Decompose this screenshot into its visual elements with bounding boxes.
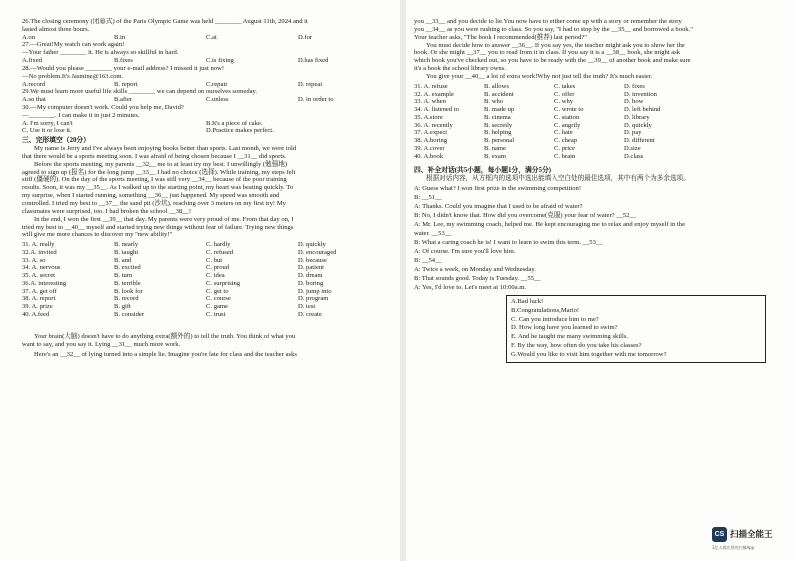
passage-line: You must decide how to answer __36__. If you say yes, the teacher might ask you to show her the — [426, 41, 685, 49]
option: C. takes — [554, 82, 576, 90]
q29-option: D. in order to — [298, 96, 334, 104]
q27-option: D.has fixed — [298, 57, 329, 65]
q26-line-2: lasted almost three hours. — [22, 25, 90, 33]
passage-line: Your teacher asks, "The book I recommended(推荐) last period?" — [414, 33, 587, 41]
option: D. encouraged — [298, 248, 337, 256]
option: C. why — [554, 98, 574, 106]
q27-line-2: —Your father ________ it. He is always so skillful in hard. — [22, 49, 179, 57]
option: D. patient — [298, 264, 325, 272]
cloze-option-row — [22, 303, 392, 311]
option: D. different — [624, 137, 655, 144]
option: 36. A. recently — [414, 121, 453, 129]
passage-line: agreed to sign up (报名) for the long jump __33__ I had no choice (选择). While training, my steps felt — [22, 168, 296, 176]
q29-option: B.after — [114, 96, 133, 104]
option: 34. A. nervous — [22, 264, 61, 272]
cloze-option-row — [22, 264, 392, 272]
dialogue-line: B: That sounds good. Today is Tuesday. __55__ — [414, 275, 541, 283]
q27-option: C.is fixing — [206, 57, 234, 65]
q27-line-1: 27.—Great!My watch can work again! — [22, 41, 125, 49]
final-paragraph-line: Your brain(大脑) doesn't have to do anything extra(额外的) to tell the truth. You think of what you — [34, 332, 296, 340]
q26-options — [22, 34, 392, 42]
option: 33. A. when — [414, 98, 446, 106]
q27-option: B.fixes — [114, 57, 133, 65]
q30-options-row-1 — [22, 120, 392, 128]
option: C. surprising — [206, 279, 241, 287]
option: 39. A.cover — [414, 144, 445, 152]
option: B. record — [114, 295, 139, 303]
option-row — [414, 153, 778, 161]
passage-line: book. Or she might __37__ you to read from it in class. If you say it is a __38__ book, she might ask — [414, 49, 681, 57]
option-row — [414, 106, 778, 114]
passage-line: you __33__ and you decide to lie.You now have to either come up with a story or remember the story — [414, 18, 682, 25]
passage-line: You give your __40__ a lot of extra work!Why not just tell the truth? It's much easier. — [426, 72, 653, 80]
option: D. invention — [624, 90, 657, 98]
option: D. library — [624, 113, 650, 121]
cloze-option-row — [22, 311, 392, 319]
q29-option: C.unless — [206, 96, 229, 104]
option-row — [414, 129, 778, 137]
passage-line: tried my best to __40__ myself and started trying new things without fear of failure. Trying new things — [22, 223, 294, 231]
option: D. quickly — [298, 241, 326, 249]
option: D. test — [298, 303, 316, 311]
passage-line: my surprise, when I started running, something __36__ just happened. My speed was smooth and — [22, 192, 280, 200]
cloze-options — [22, 241, 392, 319]
dialogue-line: B: __51__ — [414, 194, 442, 202]
option: D. jump into — [298, 287, 332, 295]
q27-options — [22, 57, 392, 65]
option: D. create — [298, 310, 322, 318]
dialogue-line: B: __54__ — [414, 257, 442, 265]
cloze-option-row — [22, 249, 392, 257]
option: D. program — [298, 295, 329, 303]
option: D. dream — [298, 272, 323, 280]
box-option: D. How long have you learned to swim? — [511, 324, 618, 332]
q30-line-2: —________. I can make it in just 2 minutes. — [22, 111, 140, 119]
option: D. fixes — [624, 82, 645, 90]
option: B. personal — [484, 137, 515, 144]
box-option: C. Can you introduce him to me? — [511, 315, 599, 323]
option: D. pay — [624, 129, 642, 137]
option: 40. A.feed — [22, 310, 50, 318]
final-paragraph-line: want to say, and you say it. Lying __31__ much more work. — [22, 340, 181, 348]
section-3-heading: 三、完形填空（20分） — [22, 137, 90, 145]
option: C. proud — [206, 264, 230, 272]
option: B. helping — [484, 129, 512, 137]
option-row — [414, 145, 778, 153]
q30-option: A. I'm sorry, I can't — [22, 119, 73, 127]
option: 32.A. invited — [22, 248, 57, 256]
dialogue-options-box — [506, 295, 766, 363]
option: B. cinema — [484, 113, 511, 121]
dialogue-line: B: What a caring coach he is! I want to learn to swim this term. __53__ — [414, 239, 603, 247]
option: B. allows — [484, 82, 509, 90]
option: B. taught — [114, 248, 139, 256]
option: 35. A.store — [414, 113, 443, 121]
dialogue-line: A: Mr. Lee, my swimming coach, helped me. He kept encouraging me to relax and enjoy myself in the — [414, 221, 686, 229]
cloze-option-row — [22, 257, 392, 265]
option: B. name — [484, 144, 506, 152]
cloze-option-row — [22, 288, 392, 296]
cloze-passage — [22, 145, 392, 239]
passage-line: classmates were surprised, too. I had broken the school __38__! — [22, 207, 192, 215]
passage-line: results. Soon, it was my __35__. As I walked up to the starting point, my heart was beating quickly. To — [22, 184, 294, 192]
camscanner-logo-icon: CS — [712, 527, 727, 542]
section-4-heading: 四、补全对话(共5小题，每小题1分，满分5分) — [414, 167, 552, 175]
q30-option: B.It's a piece of cake. — [206, 119, 263, 127]
option-row — [414, 137, 778, 145]
passage-line: stiff (僵硬的). On the day of the sports meeting, I was still very __34__ because of the poor training — [22, 176, 287, 184]
dialogue-line: A: Yes, I'd love to. Let's meet at 10:00a.m. — [414, 284, 527, 292]
option: 39. A. prize — [22, 303, 53, 311]
option: 35. A. secret — [22, 272, 55, 280]
q27-option: A.fixed — [22, 57, 42, 65]
q30-option: D.Practice makes perfect. — [206, 127, 274, 135]
option: 32. A. example — [414, 90, 454, 98]
box-option: A.Bad luck! — [511, 298, 544, 306]
q28-option: A.record — [22, 80, 46, 88]
dialogue-line: A: Twice a week, on Monday and Wednesday. — [414, 266, 536, 274]
option: D. quickly — [624, 121, 652, 129]
passage-line: will give me more chances to discover my "new ability!" — [22, 231, 173, 239]
option: C. price — [554, 144, 575, 152]
left-page — [22, 18, 392, 553]
option: C. cheap — [554, 137, 578, 144]
dialogue — [414, 184, 778, 292]
q29-line-1: 29.We must learn more useful life skills ________ we can depend on ourselves someday. — [22, 88, 258, 96]
option: C. wrote to — [554, 106, 584, 113]
box-option: E. And he taught me many swimming skills. — [511, 333, 629, 341]
option: 31. A. refuse — [414, 82, 448, 90]
passage-line: My name is Jerry and I've always been enjoying books better than sports. Last month, we were told — [34, 145, 297, 153]
option: B. gift — [114, 303, 131, 311]
passage-line: that there would be a sports meeting soon. I was afraid of being chosen because I __31__ did sports. — [22, 152, 287, 160]
q28-option: D. repeat — [298, 80, 323, 88]
option: 38. A. report — [22, 295, 56, 303]
option: B. who — [484, 98, 504, 106]
camscanner-tagline: 3亿人都在用的扫描App — [712, 545, 755, 550]
option: B. exam — [484, 152, 506, 160]
option: B. made up — [484, 106, 515, 113]
q28-option: B. report — [114, 80, 138, 88]
option: C. angrily — [554, 121, 581, 129]
box-option: G.Would you like to visit him together with me tomorrow? — [511, 350, 667, 358]
q26-line-1: 26.The closing ceremony (闭幕式) of the Paris Olympic Game was held ________ August 11th, 2024 and it — [22, 18, 308, 25]
option-row — [414, 122, 778, 130]
option: B. look for — [114, 287, 143, 295]
cloze-option-row — [22, 241, 392, 249]
reading-passage — [414, 18, 778, 81]
q28-option: C.repair — [206, 80, 228, 88]
option: C. but — [206, 256, 223, 264]
option: C. get to — [206, 287, 229, 295]
option: C. game — [206, 303, 228, 311]
passage-line: it's a book the school library owns. — [414, 65, 506, 73]
q28-line-1: 28.—Would you please ________ your e-mail address? I missed it just now! — [22, 64, 225, 72]
option: B. terrible — [114, 279, 141, 287]
passage-line: you __34__ as you were rushing to class. So you say, "I had to stop by the __35__ and borrowed a book." — [414, 25, 693, 33]
q28-line-2: —No problem.It's Jasmine@163.com. — [22, 72, 124, 80]
option: 37. A.expect — [414, 129, 448, 137]
dialogue-line: B: No, I didn't know that. How did you overcome(克服) your fear of water? __52__ — [414, 212, 637, 220]
dialogue-line: A: Guess what? I won first prize in the swimming competition! — [414, 185, 582, 193]
option: C. refused — [206, 248, 234, 256]
dialogue-line: water. __53__ — [414, 230, 452, 238]
cloze-option-row — [22, 295, 392, 303]
option: C. hate — [554, 129, 573, 137]
option: B. accident — [484, 90, 514, 98]
page-gutter — [400, 0, 406, 561]
option: D. how — [624, 98, 644, 106]
option: D. left behind — [624, 106, 661, 113]
q28-options — [22, 81, 392, 89]
final-paragraph-line: Here's an __32__ of lying turned into a simple lie. Imagine you're late for class and the teacher asks — [34, 351, 297, 359]
option: 40. A.book — [414, 152, 444, 160]
option-row — [414, 83, 778, 91]
option: C. idea — [206, 272, 225, 280]
passage-line: Before the sports meeting, my parents __32__ me to at least try my best. I unwillingly (勉强地) — [34, 160, 288, 168]
option: 34. A. listened to — [414, 106, 459, 113]
option: B. secretly — [484, 121, 513, 129]
option-row — [414, 114, 778, 122]
option: B. excited — [114, 264, 141, 272]
q29-option: A.so that — [22, 96, 46, 104]
q30-line-1: 30.—My computer doesn't work. Could you help me, David? — [22, 103, 184, 111]
q26-option: C.at — [206, 33, 217, 41]
option: B. consider — [114, 310, 145, 318]
option: B. nearly — [114, 241, 139, 249]
q30-option: C. Use it or lose it. — [22, 127, 72, 135]
option: 37. A. get off — [22, 287, 57, 295]
right-page — [414, 18, 778, 553]
q26-option: A.on — [22, 33, 36, 41]
q30-options-row-2 — [22, 127, 392, 135]
option: C. brain — [554, 152, 576, 160]
option: 38. A.boring — [414, 137, 448, 144]
option-row — [414, 98, 778, 106]
option: 33. A. so — [22, 256, 46, 264]
option: D. because — [298, 256, 327, 264]
dialogue-line: A: Thanks. Could you imagine that I used to be afraid of water? — [414, 203, 583, 211]
camscanner-brand-name: 扫描全能王 — [730, 530, 773, 540]
q29-options — [22, 96, 392, 104]
option: C. station — [554, 113, 580, 121]
reading-options — [414, 83, 778, 161]
passage-line: which book you've checked out, so you have to be ready with the __39__ of another book and make sure — [414, 57, 691, 65]
cloze-option-row — [22, 280, 392, 288]
option: C. offer — [554, 90, 575, 98]
option: B. and — [114, 256, 132, 264]
option: 36.A. interesting — [22, 279, 67, 287]
option: 31. A. really — [22, 241, 55, 249]
q26-option: D.for — [298, 33, 313, 41]
option: C. hardly — [206, 241, 231, 249]
q26-option: B.in — [114, 33, 126, 41]
option: D.size — [624, 144, 641, 152]
box-option: F. By the way, how often do you take his classes? — [511, 342, 642, 350]
option: B. turn — [114, 272, 133, 280]
option-row — [414, 91, 778, 99]
passage-line: controlled. I tried my best to __37__ the sand pit (沙坑), reaching over 3 meters on my first try! My — [22, 200, 286, 207]
dialogue-line: A: Of course. I'm sure you'll love him. — [414, 248, 516, 256]
section-4-instructions: 根据对话内容，从方框内的选项中选出能填入空白处的最佳选项，其中有两个为多余选项。 — [426, 175, 690, 183]
passage-line: In the end, I won the first __39__ that day. My parents were very proud of me. From that day on, I — [34, 215, 294, 223]
cloze-option-row — [22, 272, 392, 280]
option: C. trust — [206, 310, 226, 318]
option: C. course — [206, 295, 231, 303]
box-option: B.Congratulations,Mario! — [511, 306, 580, 314]
option: D.class — [624, 152, 644, 160]
option: D. boring — [298, 279, 324, 287]
camscanner-logo — [712, 526, 786, 554]
